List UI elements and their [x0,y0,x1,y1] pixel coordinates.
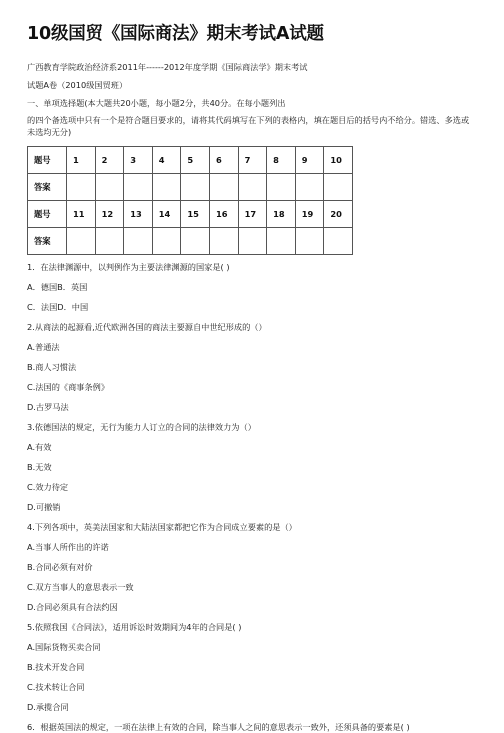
answer-cell[interactable] [124,174,153,201]
question-number-cell: 15 [181,201,210,228]
answer-cell[interactable] [152,228,181,255]
answer-table [27,146,353,255]
question-number-cell: 4 [152,147,181,174]
question-text: 4.下列各项中，英美法国家和大陆法国家都把它作为合同成立要素的是（） [27,522,297,532]
question-text: 3.依德国法的规定，无行为能力人订立的合同的法律效力为（） [27,422,256,432]
question-number-cell: 19 [295,201,324,228]
row-header-label: 题号 [28,201,67,228]
question-option: B.无效 [27,462,52,472]
question-number-cell: 9 [295,147,324,174]
document-title: 10级国贸《国际商法》期末考试A试题 [27,24,324,44]
answer-label: 答案 [28,228,67,255]
answer-cell[interactable] [67,174,96,201]
answer-cell[interactable] [95,228,124,255]
answer-cell[interactable] [295,228,324,255]
question-option: A.普通法 [27,342,60,352]
question-number-cell: 17 [238,201,267,228]
answer-cell[interactable] [295,174,324,201]
question-option: B.技术开发合同 [27,662,85,672]
question-item [27,322,477,413]
question-number-cell: 13 [124,201,153,228]
question-text: 1．在法律渊源中，以判例作为主要法律渊源的国家是( ) [27,262,230,272]
answer-cell[interactable] [124,228,153,255]
question-option: C.双方当事人的意思表示一致 [27,582,134,592]
question-number-cell: 5 [181,147,210,174]
question-option: A.当事人所作出的许诺 [27,542,109,552]
question-option: D.可撤销 [27,502,61,512]
exam-source-line: 广西教育学院政治经济系2011年------2012年度学期《国际商法学》期末考试 [27,62,308,72]
answer-label: 答案 [28,174,67,201]
section-heading: 一、单项选择题(本大题共20小题，每小题2分，共40分。在每小题列出 [27,98,286,108]
answer-cell[interactable] [67,228,96,255]
question-number-cell: 3 [124,147,153,174]
question-number-cell: 8 [267,147,296,174]
question-item [27,522,477,613]
question-option: A．德国B．英国 [27,282,88,292]
answer-cell[interactable] [152,174,181,201]
question-item [27,262,477,313]
answer-cell[interactable] [324,228,353,255]
answer-table-number-row [28,147,353,174]
question-item [27,722,477,733]
answer-table-answer-row [28,228,353,255]
question-option: C.法国的《商事条例》 [27,382,110,392]
question-option: C.效力待定 [27,482,69,492]
answer-cell[interactable] [181,174,210,201]
question-item [27,622,477,713]
question-option: B.合同必须有对价 [27,562,93,572]
question-option: D.古罗马法 [27,402,69,412]
question-number-cell: 14 [152,201,181,228]
question-number-cell: 12 [95,201,124,228]
answer-cell[interactable] [267,228,296,255]
question-number-cell: 2 [95,147,124,174]
question-item [27,422,477,513]
question-number-cell: 11 [67,201,96,228]
answer-table-number-row [28,201,353,228]
question-number-cell: 20 [324,201,353,228]
exam-paper-line: 试题A卷（2010级国贸班） [27,80,128,90]
answer-cell[interactable] [181,228,210,255]
question-number-cell: 6 [209,147,238,174]
question-list [27,262,477,733]
question-text: 6．根据英国法的规定，一项在法律上有效的合同，除当事人之间的意思表示一致外，还须具备的要素是( ) [27,722,410,732]
question-number-cell: 7 [238,147,267,174]
answer-cell[interactable] [209,174,238,201]
question-option: D.合同必须具有合法约因 [27,602,118,612]
question-option: B.商人习惯法 [27,362,77,372]
answer-table-answer-row [28,174,353,201]
answer-cell[interactable] [324,174,353,201]
question-text: 5.依照我国《合同法》，适用诉讼时效期间为4年的合同是( ) [27,622,242,632]
answer-cell[interactable] [238,174,267,201]
answer-cell[interactable] [95,174,124,201]
question-option: A.国际货物买卖合同 [27,642,101,652]
question-text: 2.从商法的起源看,近代欧洲各国的商法主要源自中世纪形成的（） [27,322,267,332]
answer-cell[interactable] [267,174,296,201]
question-option: C.技术转让合同 [27,682,85,692]
section-instruction: 的四个备选项中只有一个是符合题目要求的，请将其代码填写在下列的表格内，填在题目后的括号内不给分。错选、多选或未选均无分) [27,115,470,137]
answer-cell[interactable] [209,228,238,255]
question-option: C．法国D．中国 [27,302,89,312]
question-number-cell: 10 [324,147,353,174]
question-number-cell: 1 [67,147,96,174]
question-option: A.有效 [27,442,52,452]
answer-cell[interactable] [238,228,267,255]
row-header-label: 题号 [28,147,67,174]
question-option: D.承揽合同 [27,702,69,712]
question-number-cell: 18 [267,201,296,228]
question-number-cell: 16 [209,201,238,228]
